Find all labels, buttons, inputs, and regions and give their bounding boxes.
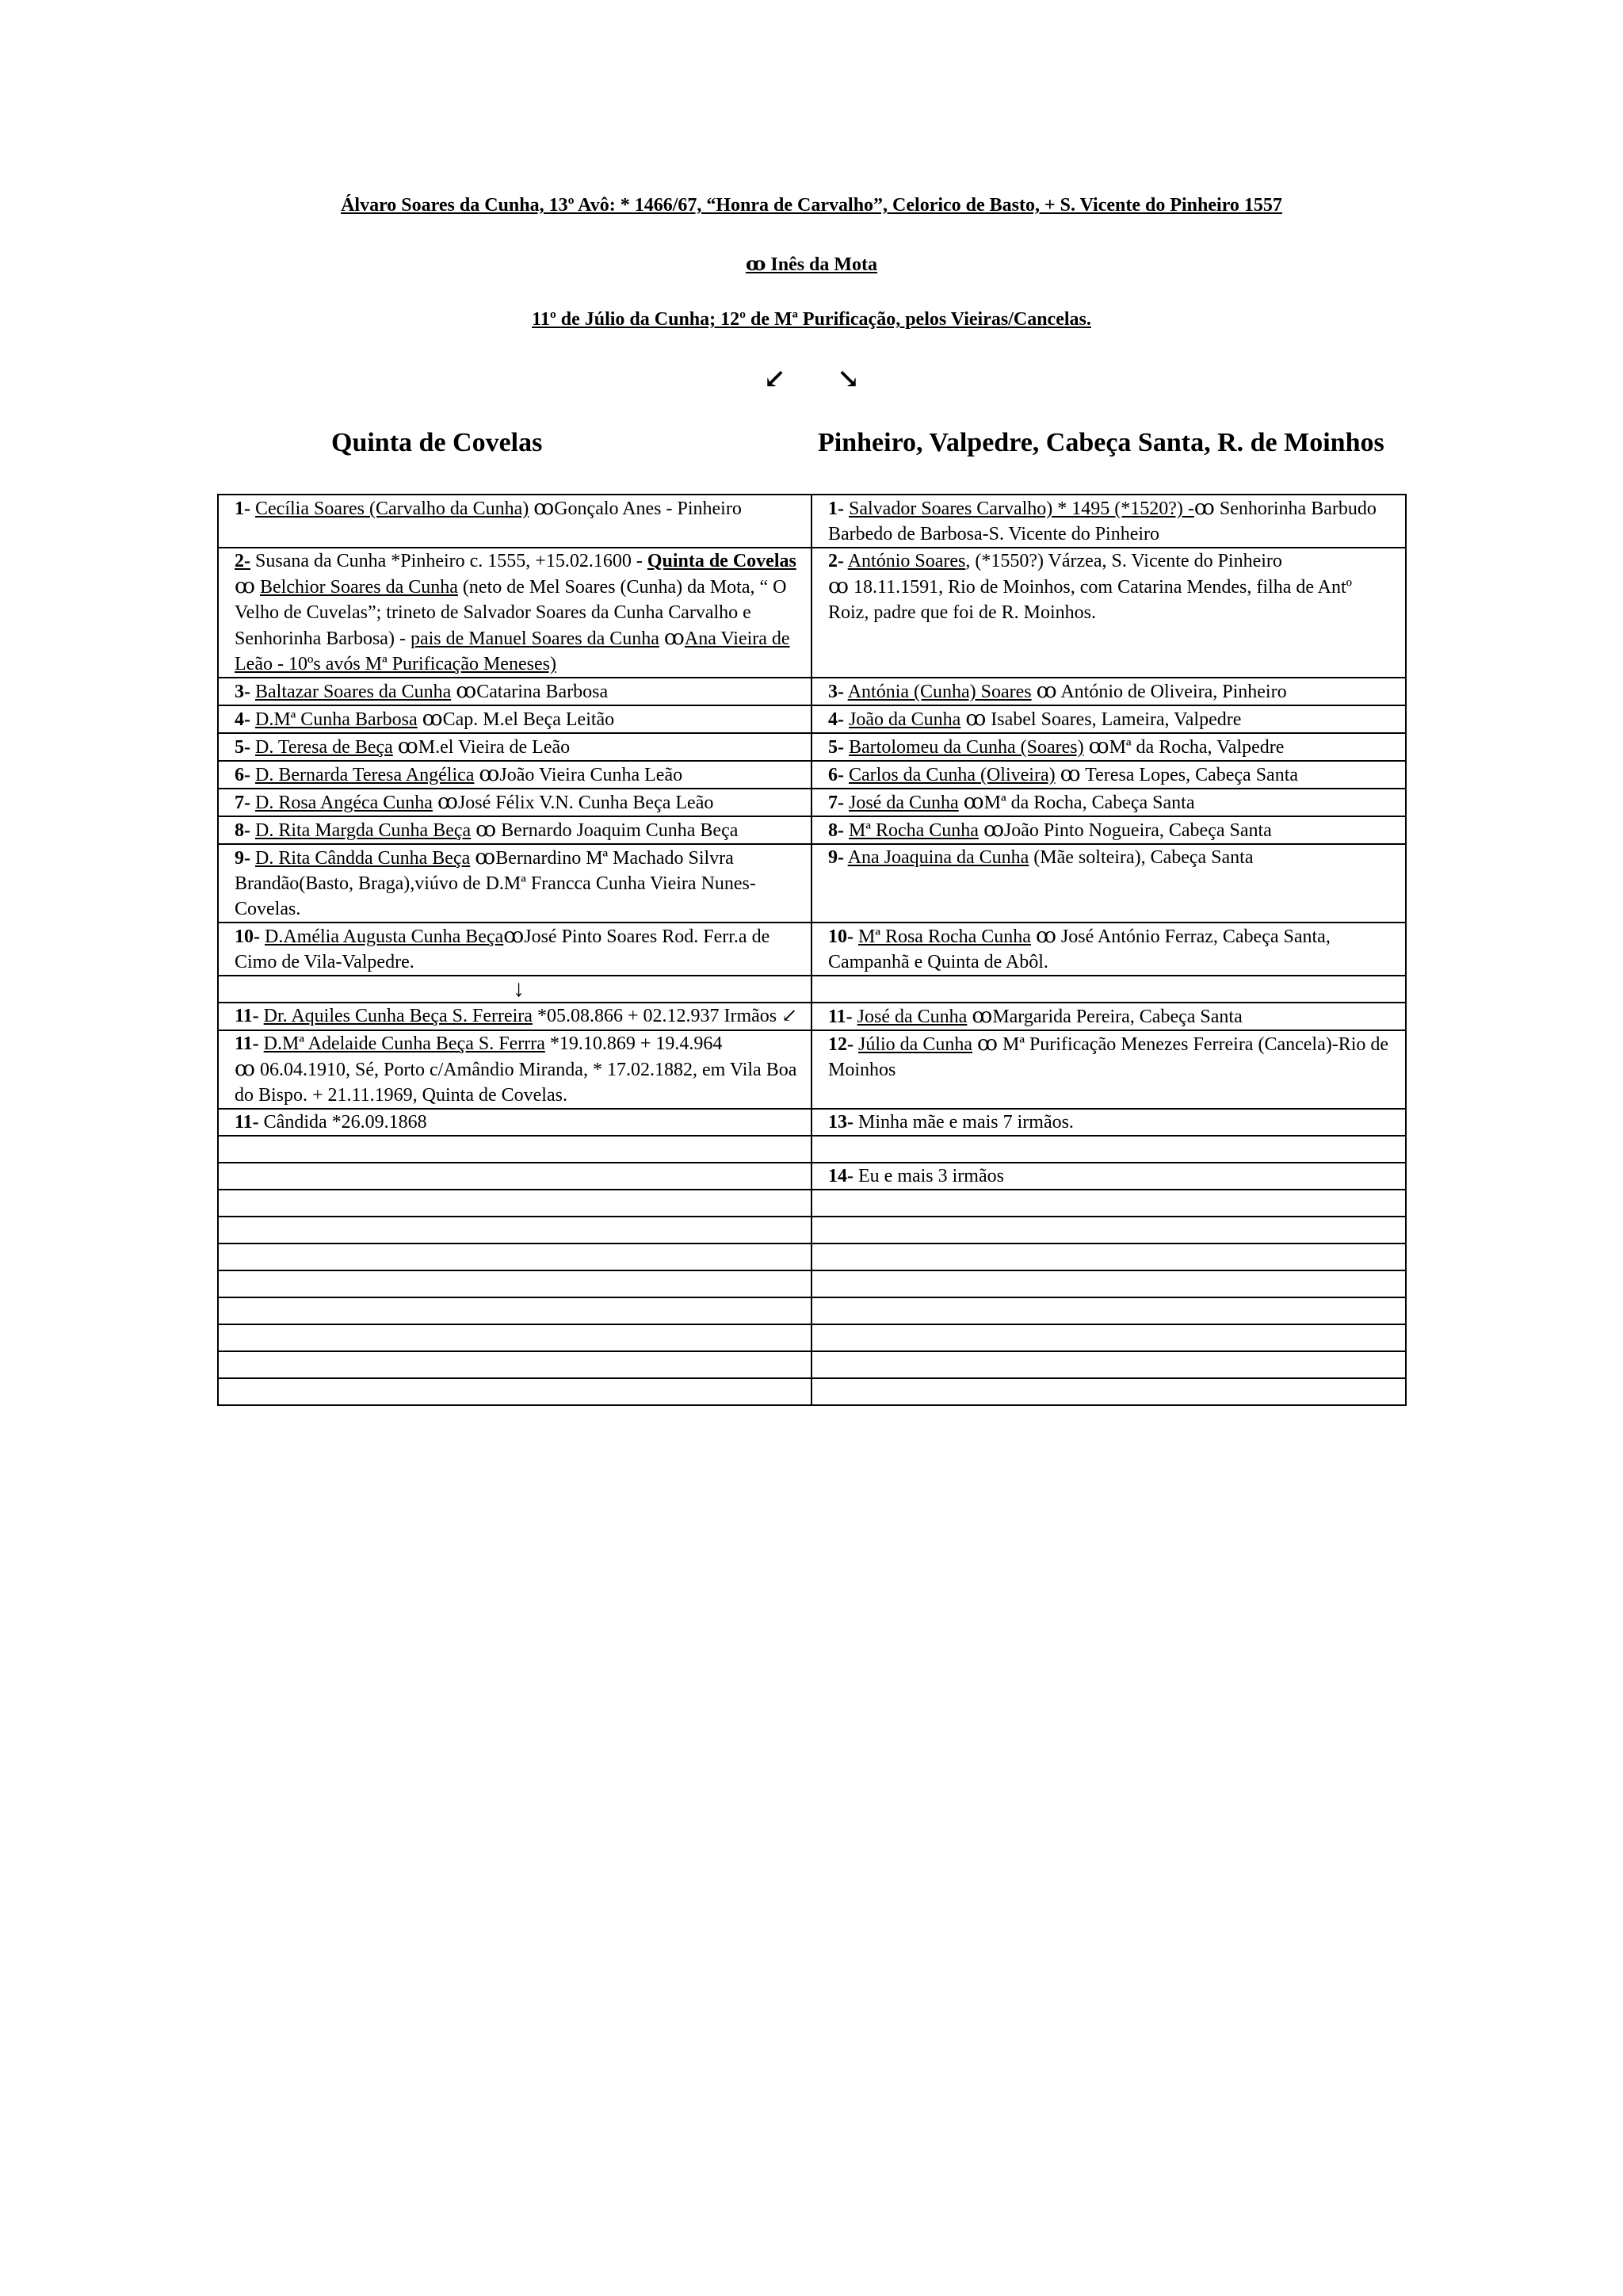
table-row (218, 1217, 1406, 1244)
table-row (218, 844, 1406, 923)
left-cell (218, 1163, 812, 1190)
marriage-rings-icon: ꝏ (475, 818, 497, 841)
right-cell (812, 1270, 1406, 1297)
person-name: Mª Rocha Cunha (849, 820, 979, 841)
right-cell (812, 1244, 1406, 1270)
person-name: D. Rosa Angéca Cunha (255, 793, 433, 813)
table-row (218, 1324, 1406, 1351)
gen-number: 10- (828, 926, 854, 947)
gen-number: 11- (235, 1112, 259, 1133)
spouse-text: Cap. M.el Beça Leitão (442, 709, 615, 730)
header-ancestor-line: Álvaro Soares da Cunha, 13º Avô: * 1466/67, “Honra de Carvalho”, Celorico de Basto, + S. Vicente do Pinheiro 1557 (341, 195, 1282, 216)
person-name: D.Mª Adelaide Cunha Beça S. Ferrra (263, 1033, 545, 1054)
left-branch-title: Quinta de Covelas (331, 428, 543, 457)
header-lineage-line: 11º de Júlio da Cunha; 12º de Mª Purificação, pelos Vieiras/Cancelas. (532, 309, 1091, 330)
gen-number: 10- (235, 926, 260, 947)
person-text: Susana da Cunha *Pinheiro c. 1555, +15.02.1600 - (255, 551, 643, 571)
person-name: José da Cunha (849, 793, 959, 813)
spouse-text: José Félix V.N. Cunha Beça Leão (457, 793, 714, 813)
gen-number: 9- (235, 848, 250, 869)
person-name: Júlio da Cunha (858, 1034, 972, 1055)
gen-number: 7- (235, 793, 250, 813)
right-cell (812, 761, 1406, 789)
gen-number: 3- (828, 682, 844, 702)
person-name: D. Rita Cândda Cunha Beça (255, 848, 471, 869)
person-text: , (*1550?) Várzea, S. Vicente do Pinheiro (965, 551, 1282, 571)
spouse-text: José Pinto Soares Rod. Ferr.a de Cimo de Vila-Valpedre. (235, 926, 770, 972)
table-row (218, 761, 1406, 789)
marriage-rings-icon: ꝏ (663, 626, 685, 649)
left-cell (218, 816, 812, 844)
spouse-text: Margarida Pereira, Cabeça Santa (992, 1007, 1243, 1027)
person-text: *19.10.869 + 19.4.964 (549, 1033, 723, 1054)
gen-number: 4- (828, 709, 844, 730)
gen-number: 5- (828, 737, 844, 758)
left-cell (218, 1109, 812, 1136)
person-name: D.Mª Cunha Barbosa (255, 709, 418, 730)
spouse-text: Isabel Soares, Lameira, Valpedre (991, 709, 1242, 730)
table-row (218, 1109, 1406, 1136)
table-row (218, 1136, 1406, 1163)
table-row (218, 705, 1406, 733)
right-cell (812, 1190, 1406, 1217)
right-cell (812, 548, 1406, 678)
right-cell (812, 923, 1406, 976)
left-cell (218, 705, 812, 733)
person-text: Cândida *26.09.1868 (263, 1112, 427, 1133)
right-cell (812, 976, 1406, 1003)
person-name: Carlos da Cunha (Oliveira) (849, 765, 1056, 785)
left-cell (218, 548, 812, 678)
person-name: Baltazar Soares da Cunha (255, 682, 452, 702)
table-row (218, 1190, 1406, 1217)
spouse-text: Mª da Rocha, Valpedre (1109, 737, 1285, 758)
header-spouse-line: ꝏ Inês da Mota (745, 254, 878, 275)
table-row (218, 816, 1406, 844)
spouse-text: 18.11.1591, Rio de Moinhos, com Catarina Mendes, filha de Antº Roiz, padre que foi de R. Moinhos. (828, 577, 1353, 623)
right-cell (812, 678, 1406, 705)
table-row (218, 1030, 1406, 1109)
spouse-text: 06.04.1910, Sé, Porto c/Amândio Miranda, * 17.02.1882, em Vila Boa do Bispo. + 21.11.1969, Quinta de Covelas. (235, 1060, 797, 1106)
gen-number: 13- (828, 1112, 854, 1133)
right-cell (812, 1217, 1406, 1244)
marriage-rings-icon: ꝏ (479, 762, 500, 785)
estate-name: Quinta de Covelas (647, 551, 796, 571)
spouse-text: Mª Purificação Menezes Ferreira (Cancela)-Rio de Moinhos (828, 1034, 1389, 1080)
right-cell (812, 705, 1406, 733)
marriage-rings-icon: ꝏ (1088, 735, 1109, 758)
right-cell (812, 844, 1406, 923)
gen-number: 2- (828, 551, 844, 571)
table-row (218, 1003, 1406, 1030)
person-name: D. Bernarda Teresa Angélica (255, 765, 475, 785)
right-cell (812, 495, 1406, 548)
right-cell (812, 1163, 1406, 1190)
spouse-text: João Pinto Nogueira, Cabeça Santa (1003, 820, 1272, 841)
marriage-rings-icon: ꝏ (533, 496, 555, 519)
right-cell (812, 733, 1406, 761)
table-row (218, 1244, 1406, 1270)
gen-number: 6- (828, 765, 844, 785)
spouse-text: Senhorinha Barbudo Barbedo de Barbosa-S. Vicente do Pinheiro (828, 499, 1377, 544)
right-cell (812, 1136, 1406, 1163)
left-cell (218, 1351, 812, 1378)
person-name: Ana Joaquina da Cunha (847, 847, 1029, 868)
table-row (218, 495, 1406, 548)
person-name: Salvador Soares Carvalho) * 1495 (*1520?) - (849, 499, 1194, 519)
table-row (218, 1270, 1406, 1297)
left-cell (218, 844, 812, 923)
left-cell (218, 1244, 812, 1270)
person-name: João da Cunha (849, 709, 961, 730)
left-cell (218, 1324, 812, 1351)
right-cell (812, 1378, 1406, 1405)
right-cell (812, 1030, 1406, 1109)
marriage-rings-icon: ꝏ (235, 575, 255, 598)
left-cell (218, 1003, 812, 1030)
marriage-rings-icon: ꝏ (422, 707, 443, 730)
gen-number: 5- (235, 737, 250, 758)
branch-arrows (0, 363, 1623, 395)
marriage-rings-icon: ꝏ (963, 790, 984, 813)
left-cell (218, 1217, 812, 1244)
marriage-rings-icon: ꝏ (828, 575, 849, 598)
children-text: pais de Manuel Soares da Cunha (410, 628, 659, 649)
person-name: Mª Rosa Rocha Cunha (858, 926, 1031, 947)
spouse-text: Bernardino Mª Machado Silvra Brandão(Basto, Braga),viúvo de D.Mª Francca Cunha Vieira Nunes-Covelas. (235, 848, 756, 919)
marriage-rings-icon: ꝏ (965, 707, 987, 730)
person-name: D. Rita Margda Cunha Beça (255, 820, 472, 841)
left-cell (218, 1136, 812, 1163)
marriage-rings-icon: ꝏ (972, 1004, 993, 1027)
marriage-rings-icon: ꝏ (235, 1057, 255, 1080)
gen-number: 1- (235, 499, 250, 519)
marriage-rings-icon: ꝏ (503, 924, 525, 947)
table-row (218, 1163, 1406, 1190)
table-row (218, 923, 1406, 976)
right-cell (812, 1351, 1406, 1378)
left-cell (218, 1190, 812, 1217)
spouse-text: Bernardo Joaquim Cunha Beça (501, 820, 739, 841)
gen-number: 14- (828, 1166, 854, 1186)
gen-number: 1- (828, 499, 844, 519)
left-cell (218, 733, 812, 761)
person-text: Minha mãe e mais 7 irmãos. (858, 1112, 1074, 1133)
left-cell (218, 678, 812, 705)
right-cell (812, 1324, 1406, 1351)
spouse-text: Mª da Rocha, Cabeça Santa (983, 793, 1195, 813)
gen-number: 11- (235, 1033, 259, 1054)
gen-number: 3- (235, 682, 250, 702)
gen-number: 4- (235, 709, 250, 730)
note-text: (Mãe solteira), Cabeça Santa (1033, 847, 1254, 868)
person-name: Cecília Soares (Carvalho da Cunha) (255, 499, 529, 519)
person-text: *05.08.866 + 02.12.937 Irmãos ↙ (537, 1006, 798, 1026)
gen-number: 9- (828, 847, 844, 868)
right-cell (812, 816, 1406, 844)
table-row (218, 548, 1406, 678)
left-cell (218, 789, 812, 816)
left-cell (218, 1270, 812, 1297)
marriage-rings-icon: ꝏ (1060, 762, 1081, 785)
right-cell (812, 1003, 1406, 1030)
gen-number: 11- (235, 1006, 259, 1026)
person-name: D.Amélia Augusta Cunha Beça (265, 926, 504, 947)
marriage-rings-icon: ꝏ (437, 790, 458, 813)
arrow-down-icon: ↓ (513, 976, 525, 1002)
marriage-rings-icon: ꝏ (1036, 679, 1057, 702)
left-cell (218, 976, 812, 1003)
table-row (218, 1351, 1406, 1378)
person-name: António Soares (847, 551, 966, 571)
left-cell (218, 761, 812, 789)
table-row (218, 789, 1406, 816)
marriage-rings-icon: ꝏ (983, 818, 1004, 841)
gen-number: 12- (828, 1034, 854, 1055)
gen-number: 8- (235, 820, 250, 841)
person-name: D. Teresa de Beça (255, 737, 393, 758)
table-row (218, 1297, 1406, 1324)
spouse-text: António de Oliveira, Pinheiro (1060, 682, 1287, 702)
right-branch-title: Pinheiro, Valpedre, Cabeça Santa, R. de Moinhos (818, 428, 1384, 457)
genealogy-table (217, 494, 1407, 1406)
note-text: (neto de Mel Soares (Cunha) da Mota, “ O Velho de Cuvelas”; trineto de Salvador Soares da Cunha Carvalho e Senhorinha Barbosa) - (235, 577, 787, 649)
spouse-text: João Vieira Cunha Leão (499, 765, 683, 785)
gen-number: 11- (828, 1007, 853, 1027)
table-row (218, 733, 1406, 761)
gen-number: 8- (828, 820, 844, 841)
spouse-text: Ana Vieira de Leão - 10ºs avós Mª Purificação Meneses) (235, 628, 790, 674)
left-cell (218, 495, 812, 548)
spouse-text: M.el Vieira de Leão (418, 737, 571, 758)
right-cell (812, 1109, 1406, 1136)
gen-number: 2- (235, 551, 250, 571)
gen-number: 7- (828, 793, 844, 813)
person-name: Bartolomeu da Cunha (Soares) (849, 737, 1084, 758)
marriage-rings-icon: ꝏ (1193, 496, 1215, 519)
marriage-rings-icon: ꝏ (456, 679, 477, 702)
marriage-rings-icon: ꝏ (397, 735, 418, 758)
left-cell (218, 1378, 812, 1405)
marriage-rings-icon: ꝏ (475, 846, 496, 869)
person-name: José da Cunha (857, 1007, 968, 1027)
table-row (218, 1378, 1406, 1405)
right-cell (812, 789, 1406, 816)
table-row (218, 976, 1406, 1003)
spouse-text: Catarina Barbosa (476, 682, 609, 702)
left-cell (218, 1297, 812, 1324)
left-cell (218, 1030, 812, 1109)
marriage-rings-icon: ꝏ (977, 1032, 998, 1055)
person-name: Dr. Aquiles Cunha Beça S. Ferreira (263, 1006, 533, 1026)
arrow-down-left-icon: ↙ (763, 365, 786, 394)
marriage-rings-icon: ꝏ (1035, 924, 1056, 947)
gen-number: 6- (235, 765, 250, 785)
spouse-text: Teresa Lopes, Cabeça Santa (1085, 765, 1299, 785)
arrow-down-right-icon: ↘ (837, 365, 860, 394)
spouse-text: José António Ferraz, Cabeça Santa, Campanhã e Quinta de Abôl. (828, 926, 1331, 972)
person-name: Antónia (Cunha) Soares (847, 682, 1032, 702)
spouse-text: Gonçalo Anes - Pinheiro (554, 499, 742, 519)
person-text: Eu e mais 3 irmãos (858, 1166, 1004, 1186)
spouse-name: Belchior Soares da Cunha (259, 577, 458, 598)
right-cell (812, 1297, 1406, 1324)
left-cell (218, 923, 812, 976)
table-row (218, 678, 1406, 705)
